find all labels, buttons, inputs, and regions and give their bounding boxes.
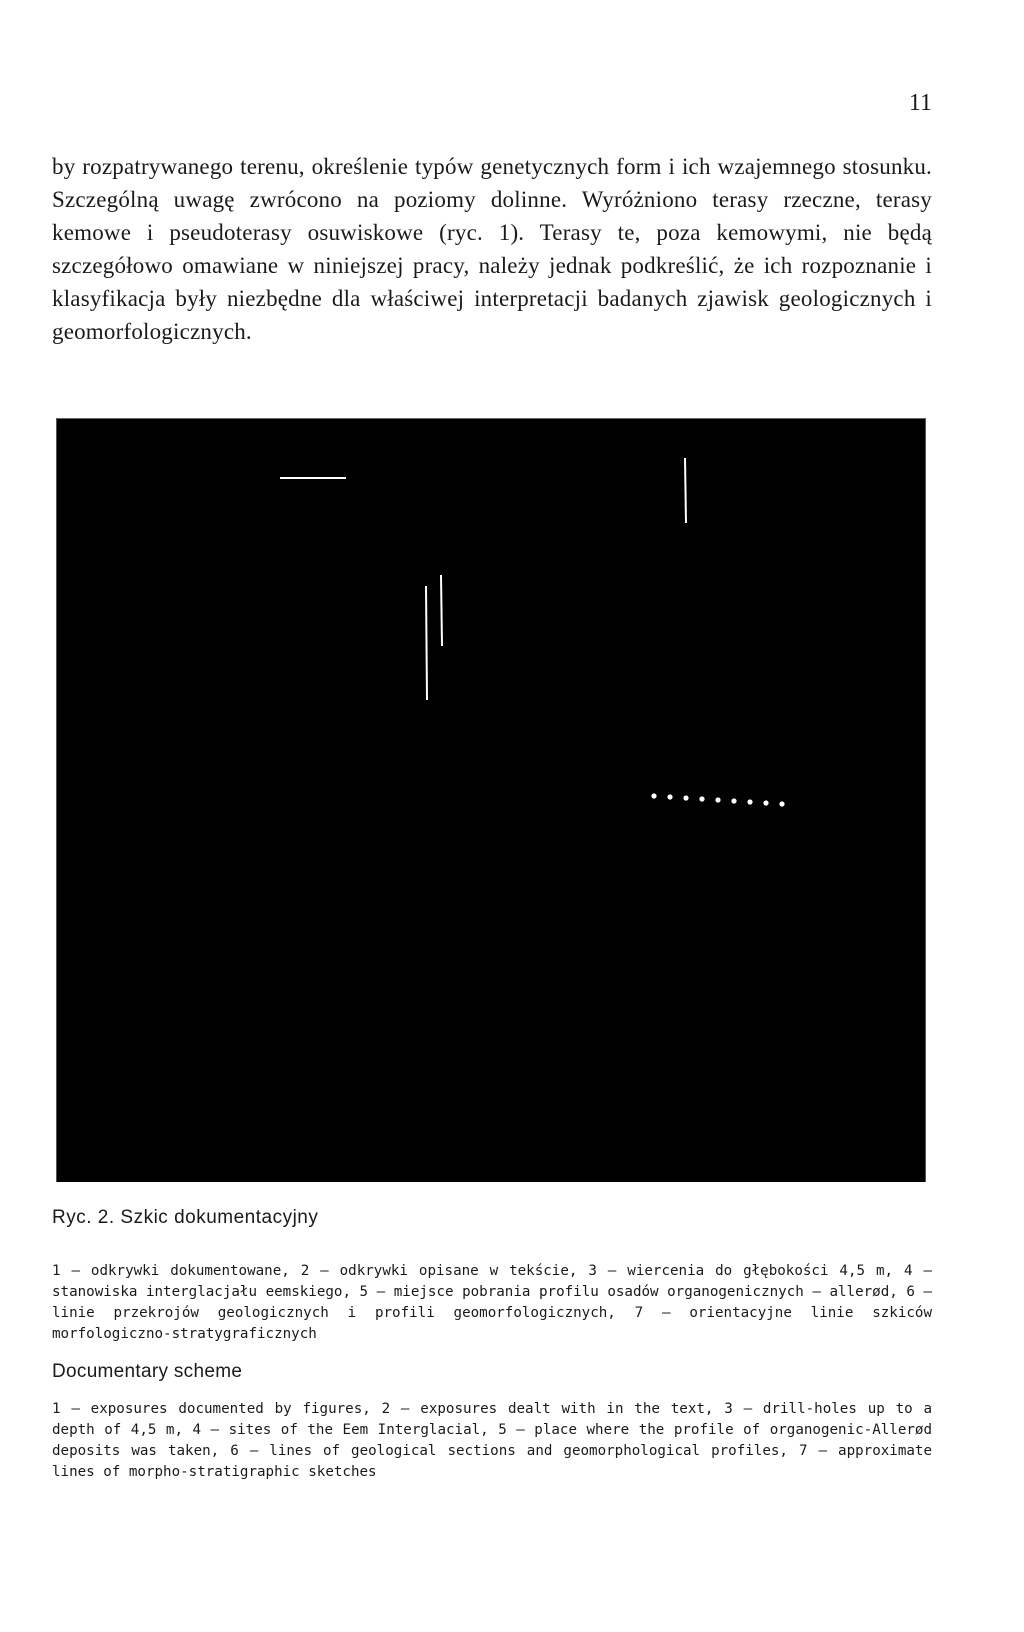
figure-legend-pl: 1 — odkrywki dokumentowane, 2 — odkrywki opisane w tekście, 3 — wiercenia do głębokości 4,5 m, 4 — stanowiska interglacjału eemskiego, 5 — miejsce pobrania profilu osadów organogenicznych — allerød, 6 — linie przekrojów geologicznych i profili geomorfologicznych, 7 — orientacyjne linie szkiców morfologiczno-stratygraficznych [52, 1263, 932, 1342]
documentary-scheme-figure [56, 418, 926, 1182]
dot [763, 800, 768, 805]
dot [667, 794, 672, 799]
dot [651, 793, 656, 798]
dot [747, 799, 752, 804]
dot [779, 801, 784, 806]
white-vertical-line-top [685, 458, 686, 523]
white-vertical-line-left [426, 586, 427, 700]
dot [699, 796, 704, 801]
page-number: 11 [908, 90, 932, 116]
dot [731, 798, 736, 803]
body-paragraph: by rozpatrywanego terenu, określenie typów genetycznych form i ich wzajemnego stosunku. Szczególną uwagę zwrócono na poziomy dolinne. Wyróżniono terasy rzeczne, terasy kemowe i pseudoterasy osuwiskowe (ryc. 1). Terasy te, poza kemowymi, nie będą szczegółowo omawiane w niniejszej pracy, należy jednak podkreślić, że ich rozpoznanie i klasyfikacja były niezbędne dla właściwej interpretacji badanych zjawisk geologicznych i geomorfologicznych. [52, 154, 932, 344]
figure-legend-en: 1 — exposures documented by figures, 2 — exposures dealt with in the text, 3 — drill-holes up to a depth of 4,5 m, 4 — sites of the Eem Interglacial, 5 — place where the profile of organogenic-Allerød deposits was taken, 6 — lines of geological sections and geomorphological profiles, 7 — approximate lines of morpho-stratigraphic sketches [52, 1401, 932, 1480]
figure-caption-pl-title: Ryc. 2. Szkic dokumentacyjny [52, 1207, 319, 1228]
white-vertical-line-right [441, 575, 442, 646]
figure-background [56, 418, 926, 1182]
figure-drawing [56, 418, 926, 1182]
dot [715, 797, 720, 802]
figure-caption-en-title: Documentary scheme [52, 1361, 243, 1382]
dot [683, 795, 688, 800]
